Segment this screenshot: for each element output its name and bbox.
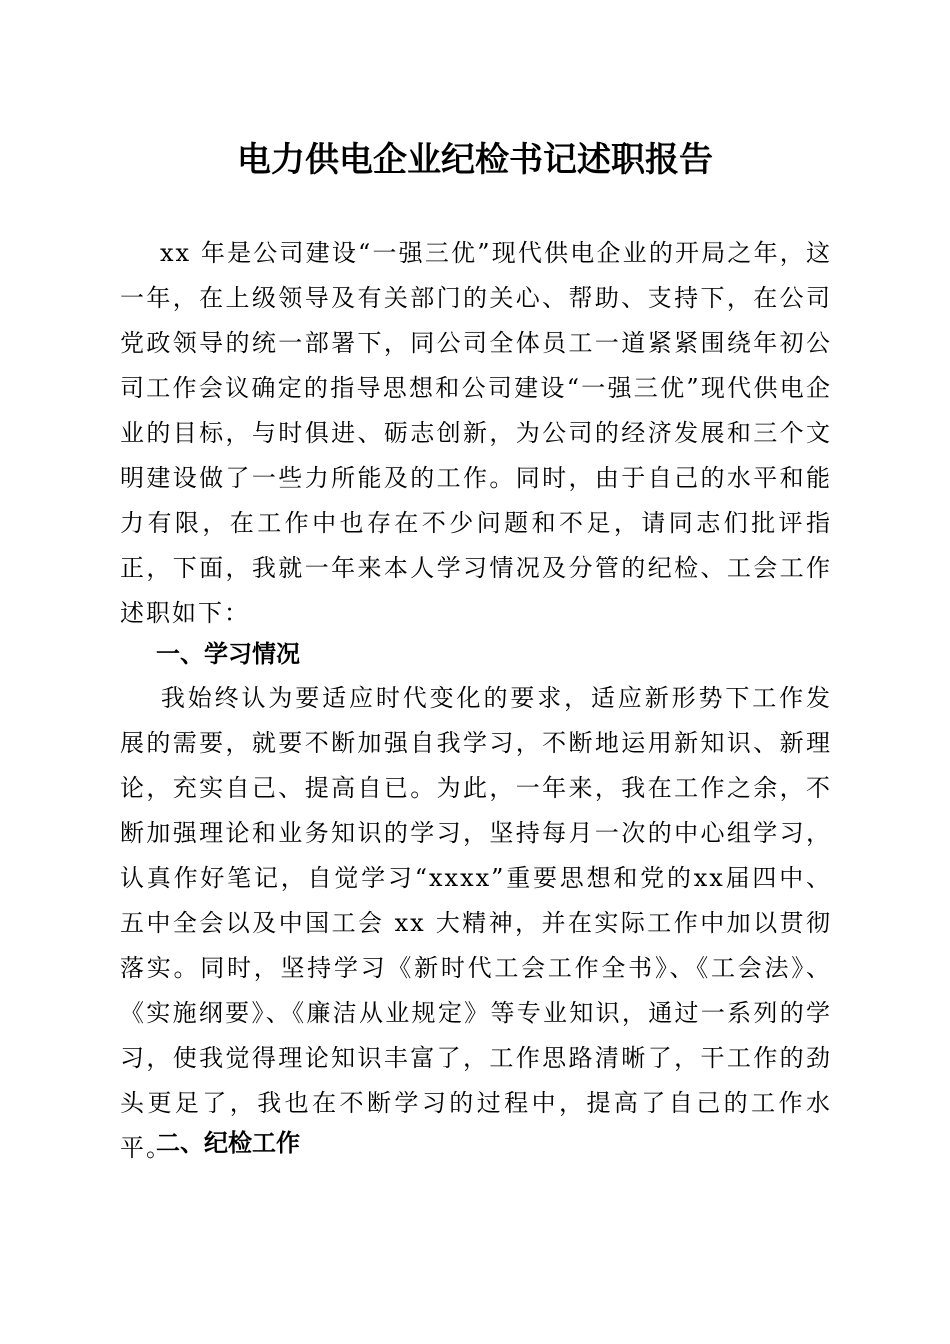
intro-paragraph	[120, 231, 832, 636]
study-paragraph	[120, 676, 832, 1171]
section-heading-study: 一、学习情况	[156, 640, 300, 668]
intro-paragraph-text: xx 年是公司建设“一强三优”现代供电企业的开局之年，这一年，在上级领导及有关部门的关心、帮助、支持下，在公司党政领导的统一部署下，同公司全体员工一道紧紧围绕年初公司工作会议确定的指导思想和公司建设“一强三优”现代供电企业的目标，与时俱进、砺志创新，为公司的经济发展和三个文明建设做了一些力所能及的工作。同时，由于自己的水平和能力有限，在工作中也存在不少问题和不足，请同志们批评指正，下面，我就一年来本人学习情况及分管的纪检、工会工作述职如下：	[120, 239, 832, 627]
document-title: 电力供电企业纪检书记述职报告	[237, 140, 713, 180]
section-heading-discipline: 二、纪检工作	[156, 1129, 300, 1157]
study-paragraph-text: 我始终认为要适应时代变化的要求，适应新形势下工作发展的需要，就要不断加强自我学习，不断地运用新知识、新理论，充实自己、提高自已。为此，一年来，我在工作之余，不断加强理论和业务知识的学习，坚持每月一次的中心组学习，认真作好笔记，自觉学习“xxxx”重要思想和党的xx届四中、五中全会以及中国工会 xx 大精神，并在实际工作中加以贯彻落实。同时，坚持学习《新时代工会工作全书》、《工会法》、《实施纲要》、《廉洁从业规定》等专业知识，通过一系列的学习，使我觉得理论知识丰富了，工作思路清晰了，干工作的劲头更足了，我也在不断学习的过程中，提高了自己的工作水平。	[120, 684, 832, 1162]
